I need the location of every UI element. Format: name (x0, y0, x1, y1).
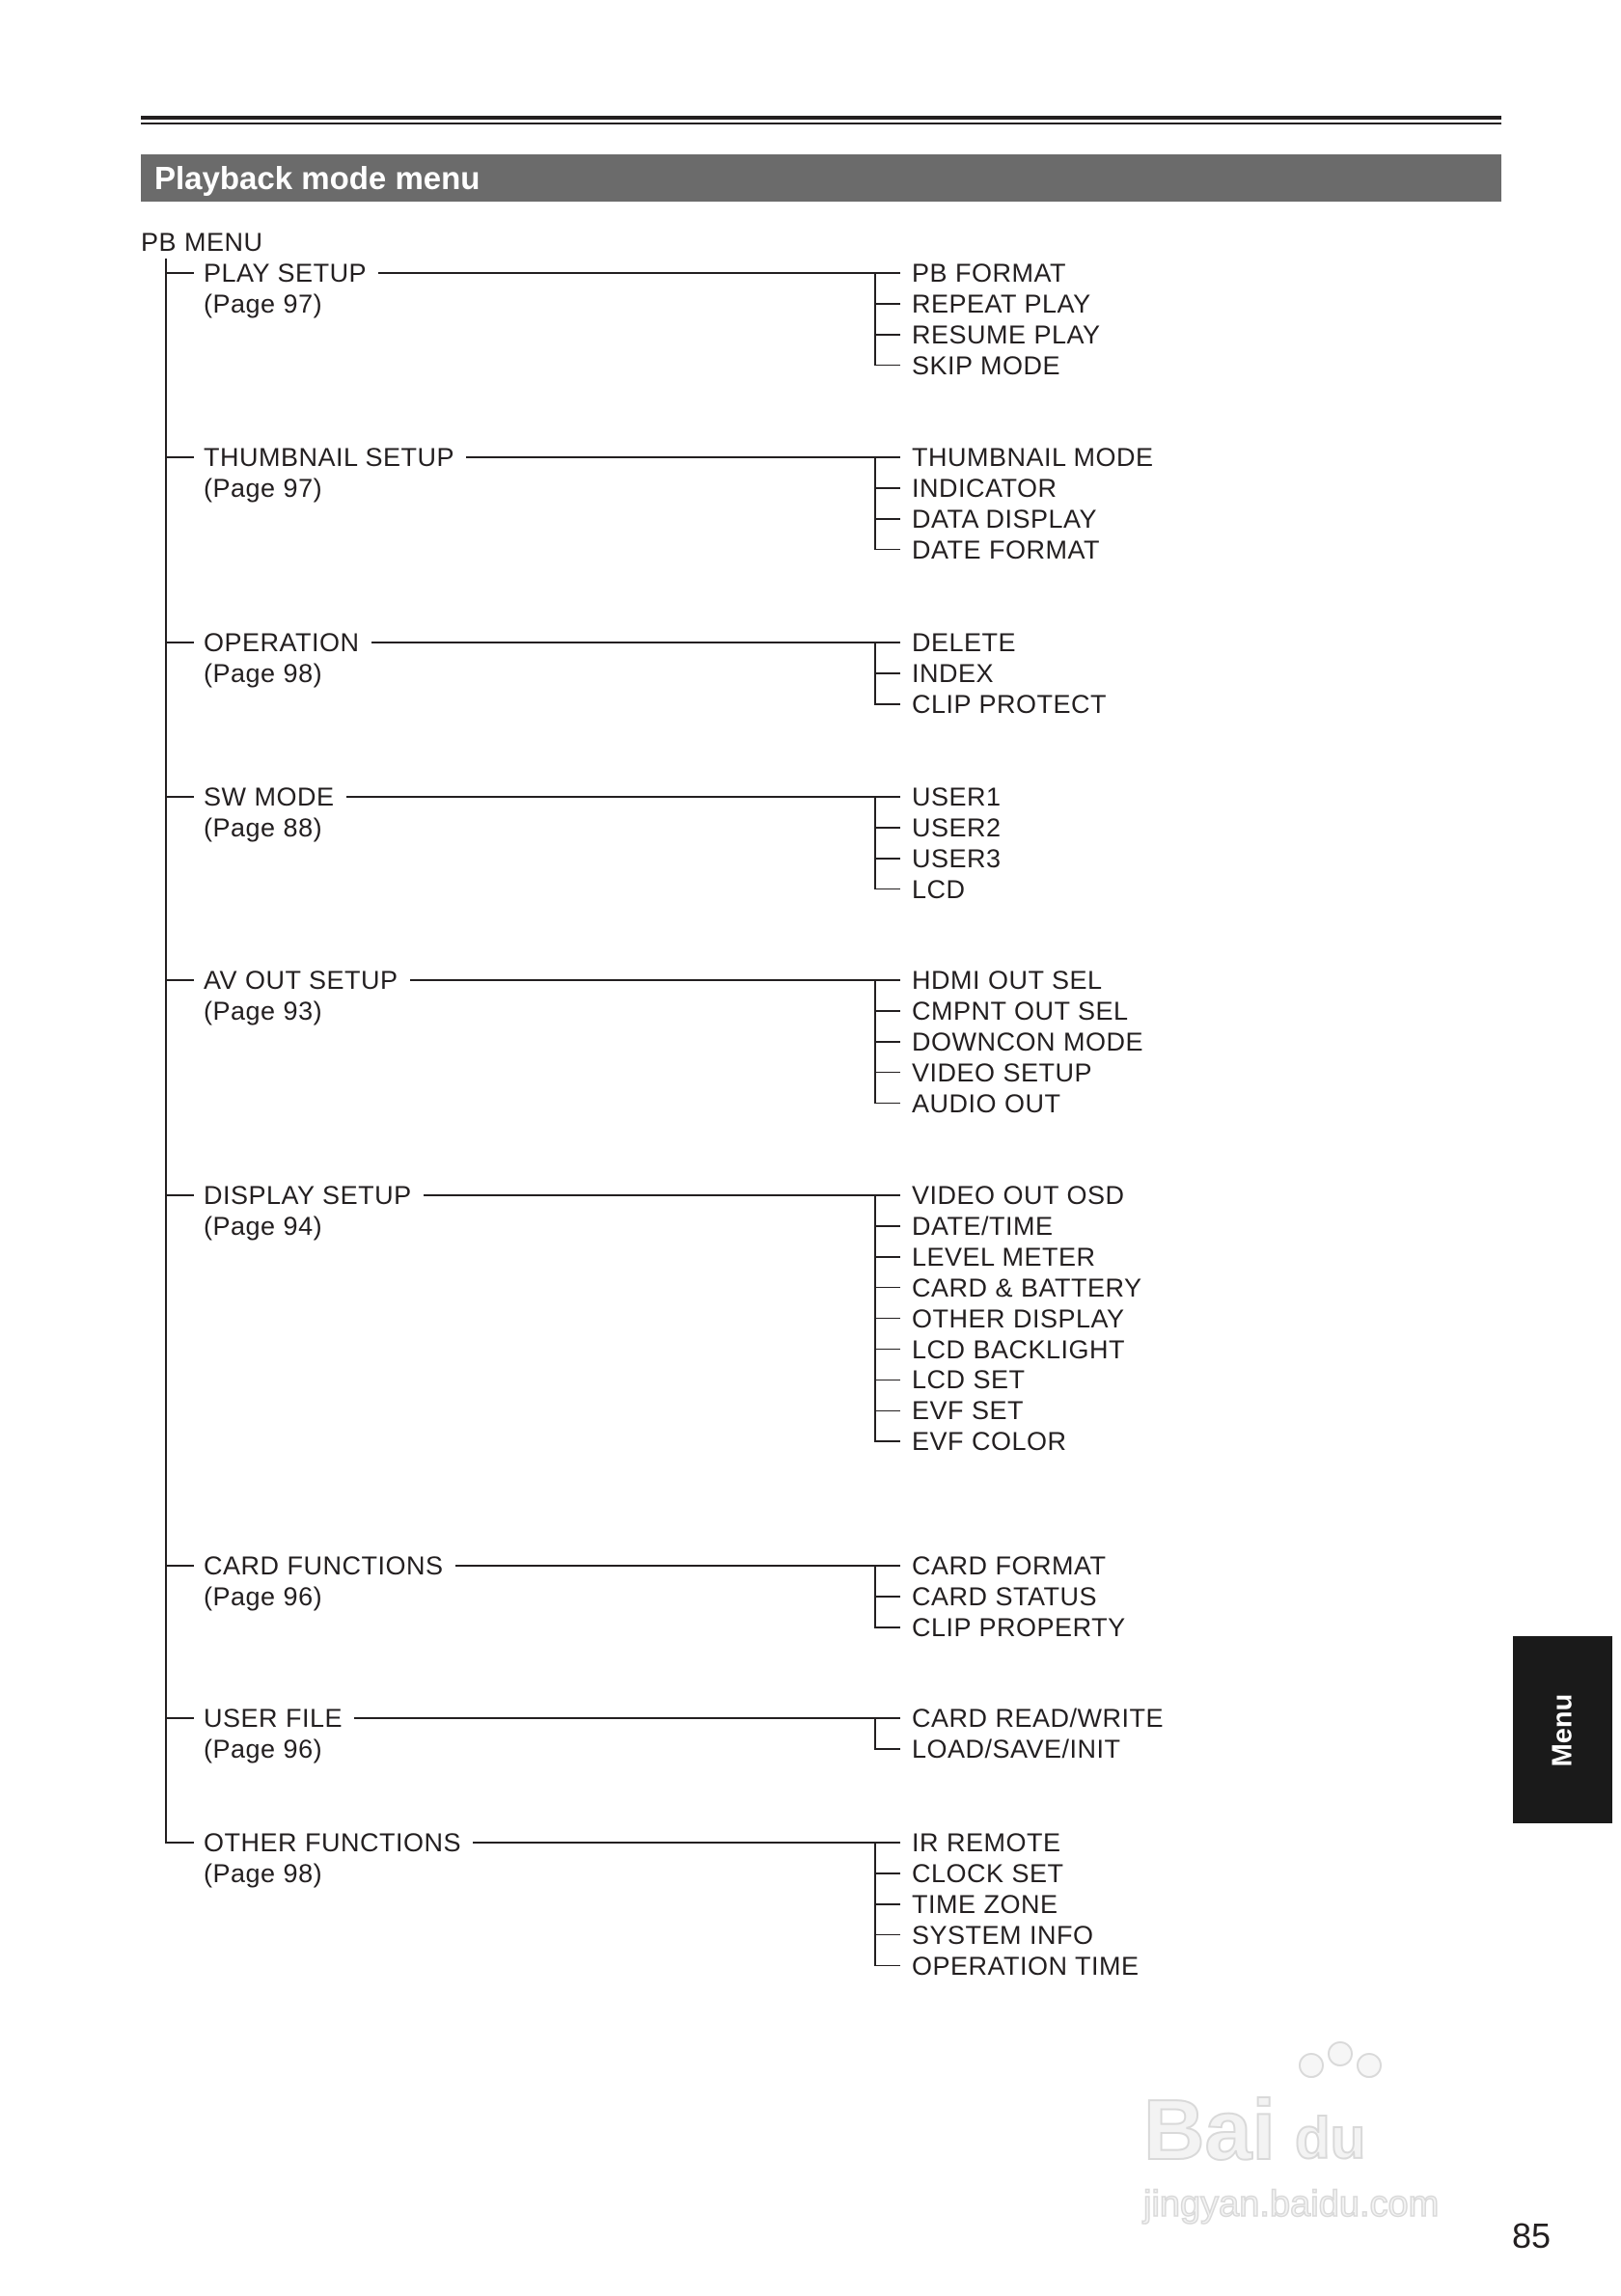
branch-tick (165, 796, 194, 798)
submenu-item-label: THUMBNAIL MODE (912, 443, 1154, 472)
submenu-tick (874, 1072, 900, 1074)
submenu-tick (874, 487, 900, 489)
submenu-tick (874, 272, 900, 274)
submenu-item (874, 1242, 1096, 1272)
submenu-item-label: DATA DISPLAY (912, 504, 1098, 533)
submenu-item (874, 1180, 1125, 1211)
submenu-item-label: CLOCK SET (912, 1858, 1064, 1888)
page-number: 85 (1512, 2216, 1552, 2255)
submenu-tick (874, 672, 900, 674)
submenu-item (874, 350, 1060, 381)
submenu-tick (874, 1842, 900, 1844)
group-header-row (204, 965, 900, 996)
group-connector-line (354, 1717, 900, 1719)
section-title: Playback mode menu (154, 160, 481, 196)
submenu-item-label: USER1 (912, 782, 1002, 811)
group-header-row (204, 442, 900, 473)
menu-group (0, 965, 1621, 1118)
submenu-tick (874, 1626, 900, 1628)
submenu-item-label: EVF SET (912, 1396, 1025, 1426)
submenu-item (874, 319, 1101, 350)
submenu-item-label: SYSTEM INFO (912, 1920, 1094, 1950)
submenu-tick (874, 888, 900, 890)
submenu-item-label: VIDEO SETUP (912, 1057, 1093, 1087)
submenu-item (874, 534, 1100, 565)
pb-menu-root-label: PB MENU (141, 228, 263, 257)
group-label: CARD FUNCTIONS (204, 1551, 444, 1580)
submenu-item (874, 1334, 1125, 1365)
group-header-row (204, 781, 900, 812)
submenu-item-label: CARD & BATTERY (912, 1272, 1142, 1302)
group-page-ref: (Page 98) (204, 659, 323, 688)
submenu-item (874, 965, 1103, 996)
submenu-item (874, 1550, 1107, 1581)
submenu-item (874, 288, 1091, 319)
side-tab (1513, 1636, 1612, 1823)
group-header-row (204, 1550, 900, 1581)
submenu-item (874, 1612, 1126, 1643)
submenu-item-label: REPEAT PLAY (912, 288, 1091, 318)
submenu-item (874, 1858, 1064, 1889)
submenu-item-label: DATE FORMAT (912, 534, 1100, 564)
group-label: SW MODE (204, 782, 335, 811)
group-page-ref: (Page 97) (204, 474, 323, 503)
submenu-item (874, 1703, 1164, 1734)
submenu-item (874, 1057, 1092, 1088)
submenu-item (874, 258, 1066, 288)
submenu-tick (874, 1256, 900, 1258)
group-header-row (204, 1703, 900, 1734)
group-connector-line (378, 272, 900, 274)
group-label: OPERATION (204, 628, 360, 657)
submenu-item-label: VIDEO OUT OSD (912, 1181, 1125, 1210)
submenu-item (874, 1272, 1142, 1303)
submenu-item (874, 843, 1002, 874)
group-label: DISPLAY SETUP (204, 1181, 412, 1210)
submenu-item-label: SKIP MODE (912, 350, 1061, 380)
group-label: PLAY SETUP (204, 259, 368, 287)
submenu-item (874, 627, 1016, 658)
submenu-item-label: OTHER DISPLAY (912, 1303, 1125, 1333)
submenu-item (874, 1088, 1061, 1119)
submenu-item (874, 1827, 1061, 1858)
watermark-url: jingyan.baidu.com (1143, 2184, 1440, 2225)
submenu-item-label: LOAD/SAVE/INIT (912, 1734, 1121, 1763)
group-connector-line (473, 1842, 900, 1844)
submenu-tick (874, 1565, 900, 1567)
submenu-tick (874, 1748, 900, 1750)
submenu-tick (874, 334, 900, 336)
submenu-tick (874, 1287, 900, 1289)
submenu-tick (874, 1596, 900, 1598)
submenu-tick (874, 858, 900, 860)
menu-group (0, 258, 1621, 380)
watermark-paw-icon (1299, 2053, 1324, 2078)
submenu-item-label: CARD READ/WRITE (912, 1704, 1165, 1733)
watermark-logo-part-2: du (1295, 2106, 1366, 2171)
submenu-item-label: USER2 (912, 812, 1002, 842)
submenu-tick (874, 1440, 900, 1442)
menu-group (0, 627, 1621, 719)
submenu-item (874, 1581, 1097, 1612)
submenu-item (874, 1303, 1125, 1334)
submenu-tick (874, 1194, 900, 1196)
submenu-item-label: CLIP PROPERTY (912, 1612, 1126, 1642)
menu-group (0, 1827, 1621, 1981)
group-page-ref: (Page 98) (204, 1859, 323, 1888)
section-title-banner (141, 154, 1501, 202)
group-page-ref: (Page 94) (204, 1212, 323, 1241)
menu-group (0, 781, 1621, 904)
group-page-ref: (Page 96) (204, 1735, 323, 1763)
menu-group (0, 442, 1621, 564)
side-tab-label: Menu (1547, 1693, 1578, 1766)
submenu-item (874, 658, 994, 689)
branch-tick (165, 642, 194, 643)
submenu-item (874, 504, 1097, 534)
submenu-item-label: USER3 (912, 843, 1002, 873)
submenu-tick (874, 1041, 900, 1043)
group-page-ref: (Page 97) (204, 289, 323, 318)
branch-tick (165, 1565, 194, 1567)
submenu-item-label: INDEX (912, 658, 995, 688)
submenu-tick (874, 1717, 900, 1719)
submenu-item-label: INDICATOR (912, 473, 1058, 503)
group-connector-line (466, 456, 900, 458)
group-label: AV OUT SETUP (204, 966, 398, 995)
menu-tree-trunk (165, 259, 167, 1843)
submenu-tick (874, 365, 900, 367)
submenu-item (874, 1426, 1067, 1457)
submenu-tick (874, 1965, 900, 1967)
submenu-tick (874, 1318, 900, 1320)
submenu-tick (874, 1103, 900, 1105)
group-connector-line (455, 1565, 901, 1567)
branch-tick (165, 272, 194, 274)
group-page-ref: (Page 88) (204, 813, 323, 842)
submenu-item (874, 473, 1058, 504)
branch-tick (165, 979, 194, 981)
submenu-item-label: IR REMOTE (912, 1828, 1061, 1857)
submenu-tick (874, 1903, 900, 1905)
watermark-paw-icon (1328, 2041, 1353, 2066)
submenu-item (874, 1211, 1054, 1242)
group-label: USER FILE (204, 1704, 343, 1733)
submenu-item-label: PB FORMAT (912, 259, 1067, 287)
submenu-tick (874, 303, 900, 305)
submenu-item-label: AUDIO OUT (912, 1088, 1061, 1118)
group-header-row (204, 1180, 900, 1211)
submenu-item (874, 1734, 1121, 1764)
group-page-ref: (Page 93) (204, 997, 323, 1025)
group-header-row (204, 1827, 900, 1858)
submenu-item (874, 689, 1107, 720)
submenu-tick (874, 703, 900, 705)
group-page-ref: (Page 96) (204, 1582, 323, 1611)
submenu-item-label: HDMI OUT SEL (912, 966, 1103, 995)
submenu-tick (874, 796, 900, 798)
submenu-item (874, 442, 1154, 473)
group-connector-line (346, 796, 901, 798)
submenu-item-label: RESUME PLAY (912, 319, 1101, 349)
submenu-item (874, 996, 1129, 1026)
submenu-item-label: CARD STATUS (912, 1581, 1098, 1611)
submenu-item-label: DATE/TIME (912, 1211, 1054, 1241)
submenu-tick (874, 456, 900, 458)
submenu-item-label: DELETE (912, 628, 1017, 657)
submenu-item-label: LEVEL METER (912, 1242, 1096, 1271)
submenu-tick (874, 1010, 900, 1012)
submenu-tick (874, 1934, 900, 1936)
submenu-tick (874, 979, 900, 981)
submenu-item-label: CLIP PROTECT (912, 689, 1108, 719)
submenu-item (874, 1889, 1058, 1920)
submenu-tick (874, 1410, 900, 1412)
submenu-item-label: EVF COLOR (912, 1427, 1067, 1457)
submenu-tick (874, 549, 900, 551)
submenu-item-label: LCD (912, 874, 966, 904)
submenu-item-label: LCD SET (912, 1365, 1026, 1395)
submenu-tick (874, 518, 900, 520)
group-label: THUMBNAIL SETUP (204, 443, 455, 472)
submenu-tick (874, 1380, 900, 1381)
submenu-item (874, 1026, 1143, 1057)
submenu-item (874, 874, 966, 905)
group-header-row (204, 627, 900, 658)
submenu-item (874, 781, 1002, 812)
submenu-tick (874, 642, 900, 643)
submenu-item-label: DOWNCON MODE (912, 1026, 1143, 1056)
branch-tick (165, 1717, 194, 1719)
group-connector-line (410, 979, 900, 981)
submenu-tick (874, 1872, 900, 1874)
group-header-row (204, 258, 900, 288)
branch-tick (165, 1842, 194, 1844)
submenu-item (874, 812, 1002, 843)
watermark-paw-icon (1357, 2053, 1382, 2078)
submenu-tick (874, 1225, 900, 1227)
submenu-item (874, 1951, 1140, 1982)
header-double-rule (141, 116, 1501, 124)
watermark-logo-part-1: Bai (1143, 2082, 1276, 2177)
submenu-item-label: LCD BACKLIGHT (912, 1334, 1126, 1364)
menu-group (0, 1550, 1621, 1642)
branch-tick (165, 456, 194, 458)
group-label: OTHER FUNCTIONS (204, 1828, 461, 1857)
menu-group (0, 1180, 1621, 1457)
submenu-tick (874, 1349, 900, 1351)
submenu-item-label: CARD FORMAT (912, 1551, 1107, 1580)
submenu-item (874, 1395, 1024, 1426)
submenu-item-label: TIME ZONE (912, 1889, 1058, 1919)
submenu-item-label: OPERATION TIME (912, 1951, 1140, 1981)
submenu-item (874, 1920, 1094, 1951)
submenu-tick (874, 827, 900, 829)
submenu-item-label: CMPNT OUT SEL (912, 996, 1129, 1025)
branch-tick (165, 1194, 194, 1196)
submenu-item (874, 1364, 1026, 1395)
group-connector-line (371, 642, 900, 643)
group-connector-line (424, 1194, 900, 1196)
